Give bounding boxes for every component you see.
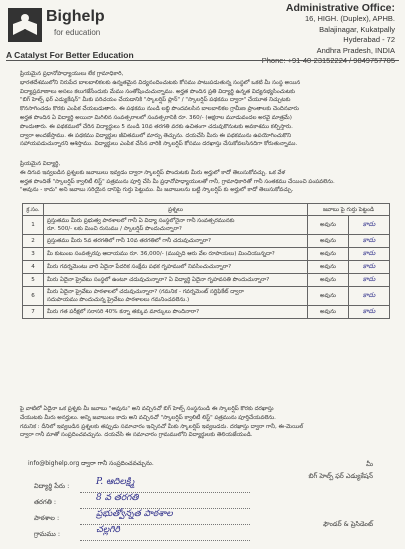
question-line: మీరు గత పరీక్షలో సరాసరి 40% కన్నా తక్కువ మార్కులు పొందినారా? <box>47 309 200 315</box>
logo-name: Bighelp <box>46 8 105 25</box>
eligibility-table <box>22 203 390 319</box>
table-row <box>23 274 390 287</box>
answer-no-marked[interactable]: కాదు <box>349 287 390 306</box>
village-line <box>80 540 250 541</box>
col-header-answer: జవాబు పై గుర్తు పెట్టండి <box>308 204 390 216</box>
address-line: Balajinagar, Kukatpally <box>319 24 395 34</box>
paragraph-line: ఈ దిగువ ఇవ్వబడిన ప్రశ్నలకు జవాబులు ఇవ్వడం ద్వారా స్కాలర్షిప్ పొందుటకు మీరు అర్హులో కాదో తెలుసుకోవచ్చు. ఒక వేళ <box>20 169 286 176</box>
footer-line: పై వాటిలో ఏదైనా ఒక ప్రశ్నకు మీ జవాబు "అవును" అని వచ్చినచో బిగ్ హెల్ప్ సంస్థనుండి ఈ స్కాలర్షిప్ కొరకు దరఖాస్తు <box>20 406 274 412</box>
answer-yes[interactable]: అవును <box>308 274 349 287</box>
student-name-label: విద్యార్థి పేరు : <box>34 482 70 490</box>
address-line: Andhra Pradesh, INDIA <box>316 45 395 55</box>
student-paragraph <box>20 160 392 195</box>
header-divider <box>6 60 399 61</box>
village-value[interactable]: చల్లగిరి <box>96 525 120 535</box>
answer-no-marked[interactable]: కాదు <box>349 261 390 274</box>
table-row <box>23 287 390 306</box>
tagline: A Catalyst For Better Education <box>6 50 134 60</box>
row-question <box>44 235 308 248</box>
footer-line: చేయుటకు మీరు అనర్హులు. అన్ని జవాబులు కాదు అని వచ్చినచో "స్కాలర్షిప్ క్వాలిటీ లిస్ట్" పత్రమును పూర్తిచేయవలెను. <box>20 414 276 421</box>
row-number: 2 <box>23 235 44 248</box>
office-address <box>215 2 395 67</box>
sign-off-org: బిగ్ హెల్ప్ ఫర్ ఎడ్యుకేషన్ <box>308 472 373 480</box>
class-value[interactable]: 8 వ తరగతి <box>96 493 139 503</box>
address-line: 16, HIGH. (Duplex), APHB. <box>304 14 395 23</box>
table-row <box>23 261 390 274</box>
row-number: 4 <box>23 261 44 274</box>
book-reader-logo-icon <box>8 8 42 42</box>
founder-title: ఫౌండర్ & ప్రెసిడెంట్ <box>323 520 373 528</box>
contact-email: info@bighelp.org ద్వారా గానీ సంప్రదించవచ్చును. <box>28 460 154 467</box>
logo <box>8 6 128 46</box>
answer-yes[interactable]: అవును <box>308 248 349 261</box>
question-line: సదుపాయము పొందుచున్న ప్రైవేటు పాఠశాలలు గమనించవలెను.) <box>47 297 190 303</box>
paragraph-line: విద్యాప్రమాణాలు అసలు కలుగజేసేందుకు మేము సంతోషించుచున్నాము. అర్హత పొందిన ప్రతి విద్యార్థి ఉన్నత విద్యనభ్యసించుటకు <box>20 88 296 95</box>
school-value[interactable]: ప్రభుత్వోన్నత పాఠశాల <box>96 509 173 519</box>
row-number: 7 <box>23 306 44 319</box>
answer-no-marked[interactable]: కాదు <box>349 274 390 287</box>
col-header-question: ప్రశ్నలు <box>44 204 308 216</box>
answer-no-marked[interactable]: కాదు <box>349 235 390 248</box>
office-title: Administrative Office: <box>285 2 395 14</box>
answer-no-marked[interactable]: కాదు <box>349 216 390 235</box>
answer-yes[interactable]: అవును <box>308 216 349 235</box>
answer-yes[interactable]: అవును <box>308 261 349 274</box>
question-line: ప్రస్తుతము మీరు ప్రభుత్వ పాఠశాలలో గానీ ఏ విద్యా సంస్థలోనైనా గానీ సంవత్సరమునకు <box>47 218 235 224</box>
answer-yes[interactable]: అవును <box>308 287 349 306</box>
table-row <box>23 306 390 319</box>
row-question <box>44 248 308 261</box>
table-row <box>23 248 390 261</box>
row-question <box>44 287 308 306</box>
paragraph-line: ద్వారా అందజేస్తాము. ఈ పథకము విద్యార్థుల జీవితములో మార్పు తెచ్చును. దయచేసి మీరు ఈ పథకమును ఉపయోగించుకొని <box>20 132 292 139</box>
paragraph-line: పొందుతారు. ఈ పథకములో చేరిన విద్యార్థులు 5 నుండి 10వ తరగతి వరకు ఉచితంగా చదువుకొనుటకు అవకాశము కల్పిస్తారు. <box>20 123 293 130</box>
question-line: ప్రస్తుతము మీరు 5వ తరగతిలో గానీ 10వ తరగతిలో గానీ చదువుచున్నారా? <box>47 238 211 244</box>
paragraph-line: "బిగ్ హెల్ప్ ఫర్ ఎడ్యుకేషన్" మీకు పరిచయం చేయడానికి "స్కాలర్షిప్ ప్లాన్" / "స్కాలర్షిప్ పథకము ద్వారా" చేయూత నిచ్చుటకు <box>20 97 291 104</box>
question-line: మీరు ఏదైనా ప్రైవేటు సంస్థలో ఉంటూ చదువుచున్నారా? ఏ విద్యార్థి ఏదైనా గృహవసతి పొందుచున్నారా? <box>47 277 270 283</box>
answer-no-marked[interactable]: కాదు <box>349 306 390 319</box>
row-question <box>44 274 308 287</box>
table-row <box>23 216 390 235</box>
footer-line: ద్వారా గానీ మాతో సంప్రదించవచ్చును. దయచేసి ఈ సమాచారం గ్రామములోని విద్యార్థులకు తెలియజేయండి. <box>20 432 253 439</box>
answer-yes[interactable]: అవును <box>308 235 349 248</box>
paragraph-line: సహాయపడుచున్నారని ఆశిస్తాము. విద్యార్థులు ఎంపిక చేసిన వారికి స్కాలర్షిప్ కోసము దరఖాస్తు చేసుకోవలసినదిగా కోరుతున్నాము. <box>20 141 298 148</box>
row-number: 1 <box>23 216 44 235</box>
intro-paragraph <box>20 70 392 149</box>
row-number: 5 <box>23 274 44 287</box>
school-label: పాఠశాల : <box>34 514 60 522</box>
paragraph-line: అర్హత పొందితే "స్కాలర్షిప్ క్వాలిటీ లిస్ట్" పత్రమును పూర్తి చేసి మీ ప్రధానోపాధ్యాయులతో గానీ, గ్రామాధికారితో గానీ సంతకము చేయించి పంపవలెను. <box>20 178 335 185</box>
row-question <box>44 216 308 235</box>
phone-number: Phone: +91-40-23152224 / 9849757705 <box>261 56 395 65</box>
salutation: ప్రియమైన ప్రధానోపాధ్యాయులు లేక గ్రామాధికారి, <box>20 71 124 77</box>
paragraph-line: భారతదేశములోని నిరుపేద బాలబాలికలకు ఉన్నతమైన విద్యనందించుటకు కోసము పాటుపడుతున్న సంస్థలో ఒకటి మీ సంస్థ అయిన <box>20 79 301 86</box>
question-line: మీరు గవర్నమెంటు వారి ఏదైనా పేదరిక సంక్షేమ పథక గృహములో నివసించుచున్నారా? <box>47 264 232 270</box>
sign-off-yours: మీ <box>366 460 373 468</box>
question-line: మీ కుటుంబ సంవత్సరపు ఆదాయము రూ. 36,000/- (ముప్పది ఆరు వేల రూపాయలు) మించియున్నదా? <box>47 251 275 257</box>
address-line: Hyderabad - 72 <box>343 35 395 44</box>
row-number: 3 <box>23 248 44 261</box>
footer-line: గమనిక : దీనిలో ఇవ్వబడిన ప్రశ్నలకు తప్పుడు సమాచారం ఇచ్చినచో మీకు స్కాలర్షిప్ ఇవ్వబడదు. దరఖాస్తు ద్వారా గానీ, ఈ-మెయిల్ <box>20 423 304 430</box>
paragraph-line: "అవును - కాదు" అని జవాబు సరియైన దానిపై గుర్తు పెట్టుము. మీ జవాబులను బట్టి స్కాలర్షిప్ కు అర్హులో కాదో తెలుసుకోవచ్చు. <box>20 187 294 194</box>
footer-note <box>20 405 392 440</box>
answer-yes[interactable]: అవును <box>308 306 349 319</box>
paragraph-line: అర్హత పొందిన ఏ విద్యార్థి అయినా మిగిలిన సంవత్సరాలలో సంవత్సరానికి రూ. 360/- (అక్షరాల మూడువందల అరవై మాత్రమే) <box>20 114 292 121</box>
village-label: గ్రామము : <box>34 530 61 538</box>
paragraph-line: కొనసాగించడం కొరకు ఎంపిక చేయబడుతారు. ఈ పథకము నుండి లబ్ధి పొందవలసిన బాలబాలికల గ్రామీణ ప్రాంతాలకు చెందినవారు <box>20 106 299 113</box>
row-number: 6 <box>23 287 44 306</box>
student-salutation: ప్రియమైన విద్యార్థి, <box>20 161 61 167</box>
question-line: రూ. 500/- లకు మించి రుసుము / స్కాలర్షిప్ పొందుచున్నారా? <box>47 226 182 232</box>
question-line: మీరు ఏదైనా ప్రైవేటు పాఠశాలలో చదువుచున్నారా? (గమనిక - గవర్నమెంట్ సర్టిఫికేట్ ద్వారా <box>47 289 244 295</box>
row-question <box>44 261 308 274</box>
logo-subtitle: for education <box>54 28 101 37</box>
class-label: తరగతి : <box>34 498 57 506</box>
col-header-sno: క్ర.సం. <box>23 204 44 216</box>
table-row <box>23 235 390 248</box>
student-name-value[interactable]: P. ఆదిలక్ష్మి <box>96 477 135 487</box>
answer-no-marked[interactable]: కాదు <box>349 248 390 261</box>
row-question <box>44 306 308 319</box>
table-header-row <box>23 204 390 216</box>
